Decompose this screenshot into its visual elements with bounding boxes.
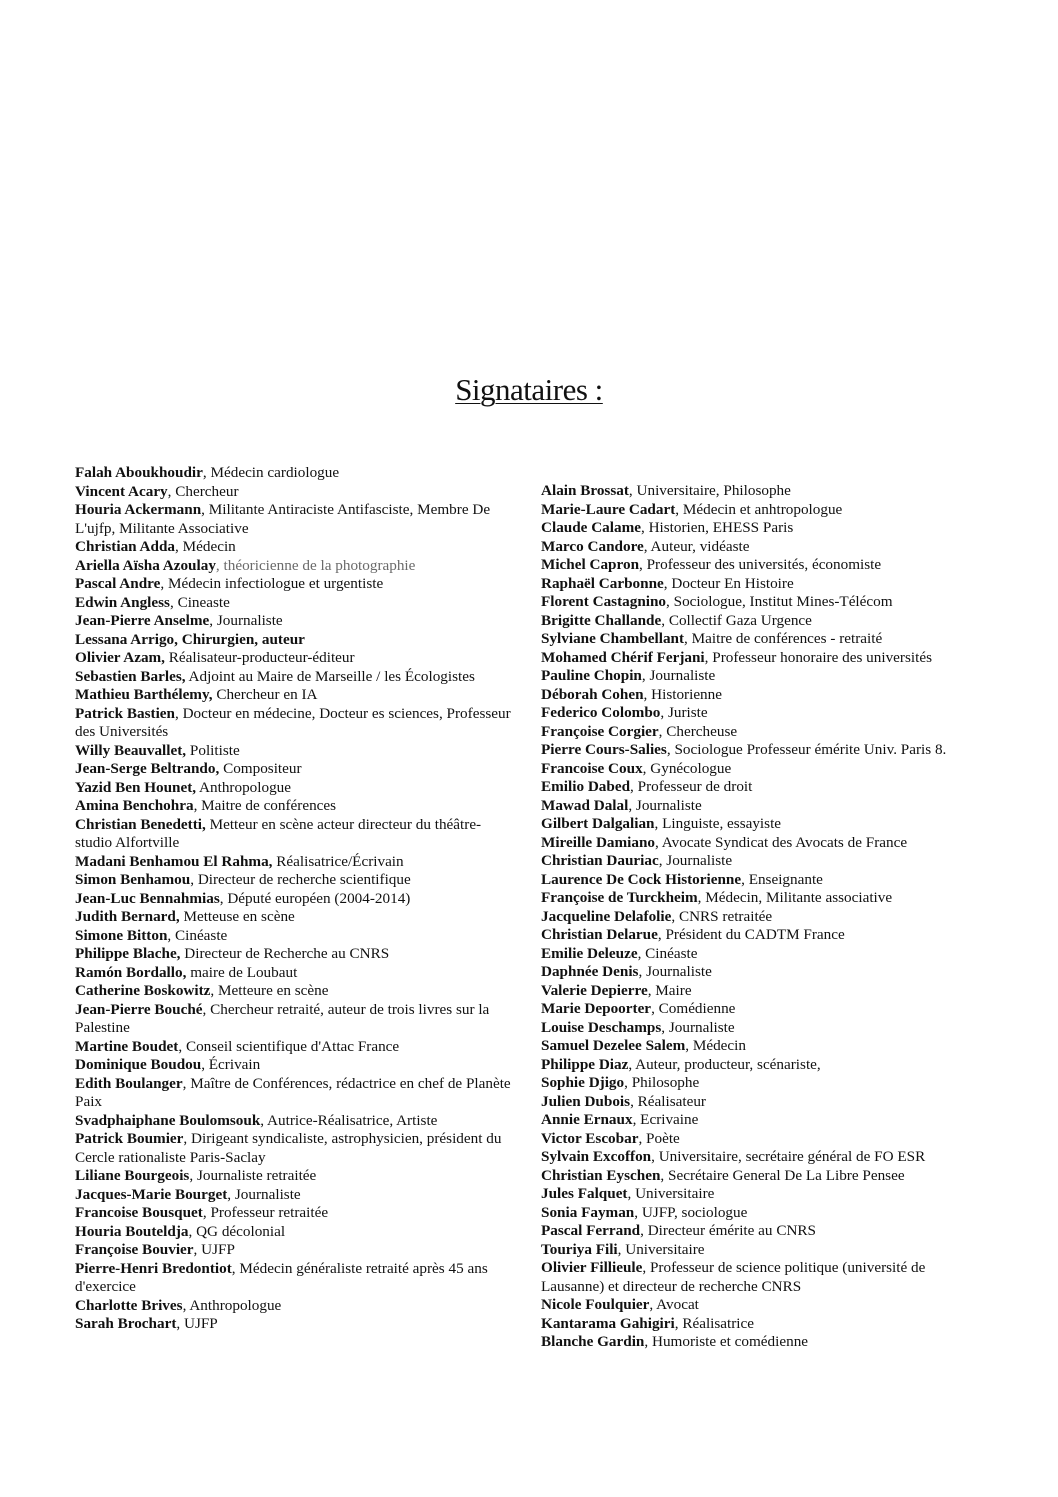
signatories-right-column xyxy=(541,482,961,1352)
signatory-entry xyxy=(75,945,513,964)
signatory-role: , Enseignante xyxy=(741,870,823,888)
signatory-entry xyxy=(541,538,961,557)
signatory-entry xyxy=(75,1241,513,1260)
signatory-role: , Professeur de science politique (université de Lausanne) et directeur de recherche CNRS xyxy=(541,1259,926,1295)
signatory-entry xyxy=(541,1167,961,1186)
signatory-name: Francoise Bousquet xyxy=(75,1204,203,1221)
signatory-role: Réalisateur-producteur-éditeur xyxy=(164,649,355,666)
signatory-entry xyxy=(75,501,513,538)
signatory-role: , Avocat xyxy=(649,1296,699,1313)
signatory-role: , Comédienne xyxy=(651,1000,736,1017)
signatory-role: , Chercheur xyxy=(167,482,239,500)
signatory-entry xyxy=(541,908,961,927)
signatory-entry xyxy=(75,649,513,668)
signatory-name: Pascal Andre xyxy=(75,575,161,592)
signatory-name: Daphnée Denis xyxy=(541,963,639,980)
signatory-role: , Conseil scientifique d'Attac France xyxy=(178,1037,400,1055)
signatory-entry xyxy=(75,631,513,650)
signatory-name: Mireille Damiano xyxy=(541,833,656,851)
signatory-entry xyxy=(541,575,961,594)
signatory-entry xyxy=(75,1167,513,1186)
signatory-entry xyxy=(75,1297,513,1316)
signatory-name: Victor Escobar xyxy=(541,1129,639,1147)
signatory-entry xyxy=(541,1056,961,1075)
signatory-name: Annie Ernaux xyxy=(541,1111,633,1128)
signatory-entry xyxy=(541,797,961,816)
signatory-name: Jules Falquet xyxy=(541,1185,628,1202)
signatory-name: Laurence De Cock Historienne xyxy=(541,870,742,888)
signatory-role: Chercheur en IA xyxy=(212,686,318,703)
signatory-role: , Professeur retraitée xyxy=(202,1204,329,1221)
signatory-entry xyxy=(541,760,961,779)
signatory-entry xyxy=(75,538,513,557)
signatory-name: Philippe Diaz xyxy=(541,1055,629,1073)
signatory-name: Dominique Boudou xyxy=(75,1056,202,1073)
signatory-name: Catherine Boskowitz xyxy=(75,982,211,999)
signatory-role: , Député européen (2004-2014) xyxy=(219,889,411,907)
signatory-name: Jacques-Marie Bourget xyxy=(75,1185,228,1203)
signatory-entry xyxy=(75,908,513,927)
signatory-entry xyxy=(541,556,961,575)
signatory-name: Sarah Brochart xyxy=(75,1315,177,1332)
signatories-left-column xyxy=(75,464,513,1334)
signatory-role: , Président du CADTM France xyxy=(657,926,845,943)
signatory-role: , UJFP, sociologue xyxy=(634,1203,748,1221)
signatory-role: , Collectif Gaza Urgence xyxy=(661,611,812,629)
signatory-role: , UJFP xyxy=(193,1241,235,1258)
signatory-entry xyxy=(541,686,961,705)
signatory-name: Francoise Coux xyxy=(541,759,643,777)
signatory-entry xyxy=(541,982,961,1001)
signatory-entry xyxy=(75,1204,513,1223)
signatory-role: , Médecin xyxy=(175,538,236,555)
signatory-role: , Docteur En Histoire xyxy=(663,574,794,592)
signatory-entry xyxy=(75,1130,513,1167)
signatory-name: Houria Bouteldja xyxy=(75,1222,189,1240)
signatory-entry xyxy=(75,964,513,983)
signatory-name: Louise Deschamps xyxy=(541,1018,662,1036)
signatory-entry xyxy=(541,815,961,834)
signatory-name: Ramón Bordallo, xyxy=(75,963,187,981)
signatory-name: Martine Boudet xyxy=(75,1037,179,1055)
signatory-name: Françoise de Turckheim xyxy=(541,889,698,906)
signatory-entry xyxy=(541,1296,961,1315)
signatory-role: , Universitaire xyxy=(617,1240,705,1258)
signatory-role: , UJFP xyxy=(176,1315,218,1332)
signatory-entry xyxy=(541,630,961,649)
signatory-role: , Auteur, vidéaste xyxy=(643,537,750,555)
signatory-name: Judith Bernard, xyxy=(75,908,180,925)
signatory-entry xyxy=(541,889,961,908)
signatory-entry xyxy=(75,557,513,576)
signatory-role: , Médecin infectiologue et urgentiste xyxy=(160,575,384,592)
signatory-role: , Universitaire xyxy=(627,1185,715,1202)
signatory-entry xyxy=(541,1037,961,1056)
signatory-name: Sylviane Chambellant xyxy=(541,630,685,647)
signatory-name: Jacqueline Delafolie xyxy=(541,907,672,925)
signatory-role: , Philosophe xyxy=(624,1074,700,1091)
signatory-entry xyxy=(541,482,961,501)
signatory-entry xyxy=(75,686,513,705)
signatory-entry xyxy=(541,704,961,723)
signatory-role: Politiste xyxy=(186,741,240,759)
signatory-entry xyxy=(541,593,961,612)
signatory-name: Emilio Dabed xyxy=(541,778,631,795)
signatory-name: Vincent Acary xyxy=(75,482,168,500)
signatory-name: Blanche Gardin xyxy=(541,1333,645,1350)
signatory-entry xyxy=(75,1001,513,1038)
signatory-name: Falah Aboukhoudir xyxy=(75,464,203,481)
signatory-role: , QG décolonial xyxy=(188,1222,286,1240)
signatory-entry xyxy=(75,1056,513,1075)
signatory-role: , Médecin généraliste retraité après 45 ans d'exercice xyxy=(75,1259,488,1295)
signatory-role: , Gynécologue xyxy=(642,759,732,777)
signatory-role: Metteur en scène acteur directeur du théâtre-studio Alfortville xyxy=(75,815,482,851)
signatory-entry xyxy=(75,890,513,909)
signatory-role: Réalisatrice/Écrivain xyxy=(272,852,404,870)
signatory-entry xyxy=(75,575,513,594)
signatory-entry xyxy=(541,1130,961,1149)
signatory-name: Federico Colombo xyxy=(541,704,661,721)
signatory-role: , Ecrivaine xyxy=(632,1111,699,1128)
signatory-entry xyxy=(541,1019,961,1038)
signatory-name: Pauline Chopin xyxy=(541,667,642,684)
signatory-entry xyxy=(75,816,513,853)
signatory-entry xyxy=(541,667,961,686)
signatory-role: , Journaliste xyxy=(209,612,283,629)
signatory-entry xyxy=(541,1111,961,1130)
signatory-name: Edith Boulanger xyxy=(75,1074,183,1092)
signatory-role: , Médecin xyxy=(685,1037,746,1054)
signatory-name: Marie-Laure Cadart xyxy=(541,500,676,518)
signatory-role: Metteuse en scène xyxy=(179,908,295,925)
signatory-entry xyxy=(541,834,961,853)
signatory-name: Claude Calame xyxy=(541,519,641,536)
signatory-entry xyxy=(541,1185,961,1204)
signatory-role: , Médecin, Militante associative xyxy=(697,889,893,906)
signatory-entry xyxy=(75,927,513,946)
signatory-name: Sonia Fayman xyxy=(541,1203,635,1221)
signatory-name: Yazid Ben Hounet, xyxy=(75,778,197,796)
signatory-role: , Docteur en médecine, Docteur es sciences, Professeur des Universités xyxy=(75,704,511,740)
signatory-entry xyxy=(75,483,513,502)
signatory-entry xyxy=(541,963,961,982)
signatory-name: Emilie Deleuze xyxy=(541,944,638,962)
signatory-role: , Médecin et anhtropologue xyxy=(675,500,843,518)
signatory-role: , Journaliste xyxy=(227,1185,301,1203)
signatory-role: , Universitaire, secrétaire général de FO ESR xyxy=(651,1148,926,1165)
signatory-name: Olivier Fillieule xyxy=(541,1259,643,1276)
signatory-name: Samuel Dezelee Salem xyxy=(541,1037,686,1054)
signatory-role: , Cinéaste xyxy=(637,944,698,962)
signatory-role: , Universitaire, Philosophe xyxy=(628,482,791,499)
signatory-entry xyxy=(75,705,513,742)
signatory-name: Brigitte Challande xyxy=(541,611,662,629)
signatory-entry xyxy=(75,1186,513,1205)
signatory-entry xyxy=(75,1315,513,1334)
signatory-name: Sophie Djigo xyxy=(541,1074,625,1091)
signatory-name: Edwin Angless xyxy=(75,593,170,611)
signatory-name: Julien Dubois xyxy=(541,1092,631,1110)
signatory-entry xyxy=(75,668,513,687)
signatory-name: Charlotte Brives xyxy=(75,1296,183,1314)
signatory-entry xyxy=(541,1093,961,1112)
signatory-role: Adjoint au Maire de Marseille / les Écologistes xyxy=(185,667,475,685)
signatory-name: Amina Benchohra xyxy=(75,797,194,814)
signatory-name: Jean-Pierre Bouché xyxy=(75,1000,203,1018)
signatory-role: , Militante Antiraciste Antifasciste, Membre De L'ujfp, Militante Associative xyxy=(75,501,491,537)
signatory-role: , Maitre de conférences xyxy=(193,797,337,814)
signatory-role: , Sociologue Professeur émérite Univ. Paris 8. xyxy=(666,741,947,758)
signatory-role: , Cinéaste xyxy=(167,926,228,944)
signatory-name: Marie Depoorter xyxy=(541,1000,652,1017)
signatory-role: , Journaliste xyxy=(661,1018,735,1036)
signatory-entry xyxy=(541,1204,961,1223)
signatory-name: Christian Benedetti, xyxy=(75,815,206,833)
signatory-name: Michel Capron xyxy=(541,556,640,573)
signatory-name: Olivier Azam, xyxy=(75,649,165,666)
signatory-role: Directeur de Recherche au CNRS xyxy=(180,945,390,962)
signatory-name: Pascal Ferrand xyxy=(541,1222,641,1239)
signatory-name: Françoise Corgier xyxy=(541,722,659,740)
signatory-entry xyxy=(75,1038,513,1057)
signatory-role: , Metteure en scène xyxy=(210,982,329,999)
page-title: Signataires : xyxy=(455,372,603,407)
signatory-entry xyxy=(541,778,961,797)
signatory-role: , Sociologue, Institut Mines-Télécom xyxy=(666,593,893,610)
signatory-role: , Maitre de conférences - retraité xyxy=(684,630,883,647)
signatory-entry xyxy=(541,501,961,520)
signatory-role: , Chercheur retraité, auteur de trois livres sur la Palestine xyxy=(75,1000,490,1036)
signatory-entry xyxy=(541,1241,961,1260)
signatory-entry xyxy=(541,1315,961,1334)
signatory-role: Compositeur xyxy=(219,760,302,777)
signatory-entry xyxy=(541,612,961,631)
signatory-name: Lessana Arrigo, Chirurgien, auteur xyxy=(75,630,305,648)
signatory-name: Willy Beauvallet, xyxy=(75,741,187,759)
signatory-entry xyxy=(75,742,513,761)
signatory-role: , Cineaste xyxy=(169,593,230,611)
signatory-entry xyxy=(75,1112,513,1131)
signatory-name: Ariella Aïsha Azoulay xyxy=(75,556,216,574)
signatory-name: Houria Ackermann xyxy=(75,501,202,518)
signatory-role: , Professeur de droit xyxy=(630,778,753,795)
signatory-name: Jean-Serge Beltrando, xyxy=(75,760,220,777)
signatory-name: Madani Benhamou El Rahma, xyxy=(75,852,273,870)
signatory-entry xyxy=(541,1222,961,1241)
signatory-entry xyxy=(541,1148,961,1167)
signatory-role: maire de Loubaut xyxy=(186,963,298,981)
signatory-name: Françoise Bouvier xyxy=(75,1241,194,1258)
signatory-entry xyxy=(75,871,513,890)
signatory-role: , CNRS retraitée xyxy=(671,907,773,925)
signatory-entry xyxy=(541,926,961,945)
signatory-name: Jean-Luc Bennahmias xyxy=(75,889,220,907)
signatory-role: , Journaliste xyxy=(638,963,712,980)
signatory-role: , Médecin cardiologue xyxy=(202,464,340,481)
signatory-entry xyxy=(541,852,961,871)
signatory-role: , Directeur de recherche scientifique xyxy=(190,871,411,888)
signatory-name: Simone Bitton xyxy=(75,926,168,944)
signatory-name: Patrick Boumier xyxy=(75,1130,184,1147)
signatory-entry xyxy=(541,723,961,742)
signatory-role: , Maire xyxy=(647,981,692,999)
signatory-entry xyxy=(75,594,513,613)
signatory-role: , Humoriste et comédienne xyxy=(644,1333,809,1350)
signatory-role: , Professeur des universités, économiste xyxy=(639,556,882,573)
signatory-role: , Secrétaire General De La Libre Pensee xyxy=(660,1166,905,1184)
signatory-name: Déborah Cohen xyxy=(541,685,644,703)
signatory-entry xyxy=(75,760,513,779)
signatory-role: , Réalisateur xyxy=(630,1092,706,1110)
signatory-role: , Historienne xyxy=(643,685,722,703)
signatory-name: Patrick Bastien xyxy=(75,704,175,722)
signatory-entry xyxy=(541,1333,961,1352)
signatory-name: Gilbert Dalgalian xyxy=(541,815,655,832)
signatory-entry xyxy=(541,1074,961,1093)
signatory-role: , Historien, EHESS Paris xyxy=(640,519,794,536)
signatory-name: Raphaël Carbonne xyxy=(541,574,664,592)
signatory-name: Liliane Bourgeois xyxy=(75,1167,190,1184)
signatory-role: , Journaliste retraitée xyxy=(189,1167,317,1184)
signatory-entry xyxy=(541,1000,961,1019)
signatory-role: , Chercheuse xyxy=(658,722,738,740)
signatory-name: Christian Delarue xyxy=(541,926,658,943)
signatory-name: Christian Adda xyxy=(75,538,176,555)
signatory-role: , Dirigeant syndicaliste, astrophysicien, président du Cercle rationaliste Paris-Saclay xyxy=(75,1130,502,1166)
signatory-name: Mawad Dalal xyxy=(541,796,629,814)
signatory-entry xyxy=(75,779,513,798)
signatory-name: Kantarama Gahigiri xyxy=(541,1314,675,1332)
signatory-entry xyxy=(75,1260,513,1297)
signatory-name: Christian Dauriac xyxy=(541,852,659,869)
signatory-name: Valerie Depierre xyxy=(541,981,648,999)
signatory-role: , Professeur honoraire des universités xyxy=(704,648,932,666)
signatory-name: Mathieu Barthélemy, xyxy=(75,686,213,703)
signatory-role: , Juriste xyxy=(660,704,708,721)
signatory-name: Marco Candore xyxy=(541,537,644,555)
signatory-entry xyxy=(541,649,961,668)
signatory-role: , Réalisatrice xyxy=(674,1314,755,1332)
signatory-role: , Écrivain xyxy=(201,1056,261,1073)
signatory-entry xyxy=(541,1259,961,1296)
signatory-name: Sebastien Barles, xyxy=(75,667,186,685)
signatory-role: , Directeur émérite au CNRS xyxy=(640,1222,816,1239)
signatory-role: , Journaliste xyxy=(628,796,702,814)
signatory-entry xyxy=(541,871,961,890)
signatory-entry xyxy=(541,741,961,760)
signatory-name: Christian Eyschen xyxy=(541,1166,661,1184)
signatory-name: Jean-Pierre Anselme xyxy=(75,612,210,629)
signatory-role: , Journaliste xyxy=(658,852,733,869)
signatory-name: Florent Castagnino xyxy=(541,593,667,610)
signatory-name: Pierre Cours-Salies xyxy=(541,741,667,758)
signatory-role: , Journaliste xyxy=(641,667,716,684)
signatory-role: , théoricienne de la photographie xyxy=(215,556,416,574)
signatory-role: , Maître de Conférences, rédactrice en chef de Planète Paix xyxy=(75,1074,511,1110)
signatory-entry xyxy=(541,945,961,964)
signatory-entry xyxy=(75,853,513,872)
signatory-entry xyxy=(75,464,513,483)
signatory-name: Pierre-Henri Bredontiot xyxy=(75,1259,232,1277)
signatory-role: , Anthropologue xyxy=(182,1296,282,1314)
signatory-name: Mohamed Chérif Ferjani xyxy=(541,648,705,666)
signatory-role: , Avocate Syndicat des Avocats de France xyxy=(655,833,908,851)
signatory-role: , Linguiste, essayiste xyxy=(654,815,782,832)
signatory-name: Touriya Fili xyxy=(541,1240,618,1258)
signatory-name: Svadphaiphane Boulomsouk xyxy=(75,1111,261,1129)
signatory-entry xyxy=(75,797,513,816)
signatory-role: , Autrice-Réalisatrice, Artiste xyxy=(260,1111,438,1129)
signatory-name: Alain Brossat xyxy=(541,482,629,499)
signatory-entry xyxy=(75,612,513,631)
signatory-name: Nicole Foulquier xyxy=(541,1296,650,1313)
signatory-name: Philippe Blache, xyxy=(75,945,181,962)
signatory-entry xyxy=(75,1223,513,1242)
signatory-name: Simon Benhamou xyxy=(75,871,191,888)
signatory-name: Sylvain Excoffon xyxy=(541,1148,652,1165)
signatory-role: Anthropologue xyxy=(196,778,292,796)
signatory-entry xyxy=(75,1075,513,1112)
signatory-entry xyxy=(541,519,961,538)
signatory-role: , Auteur, producteur, scénariste, xyxy=(628,1055,821,1073)
signatory-role: , Poète xyxy=(638,1129,680,1147)
signatory-entry xyxy=(75,982,513,1001)
